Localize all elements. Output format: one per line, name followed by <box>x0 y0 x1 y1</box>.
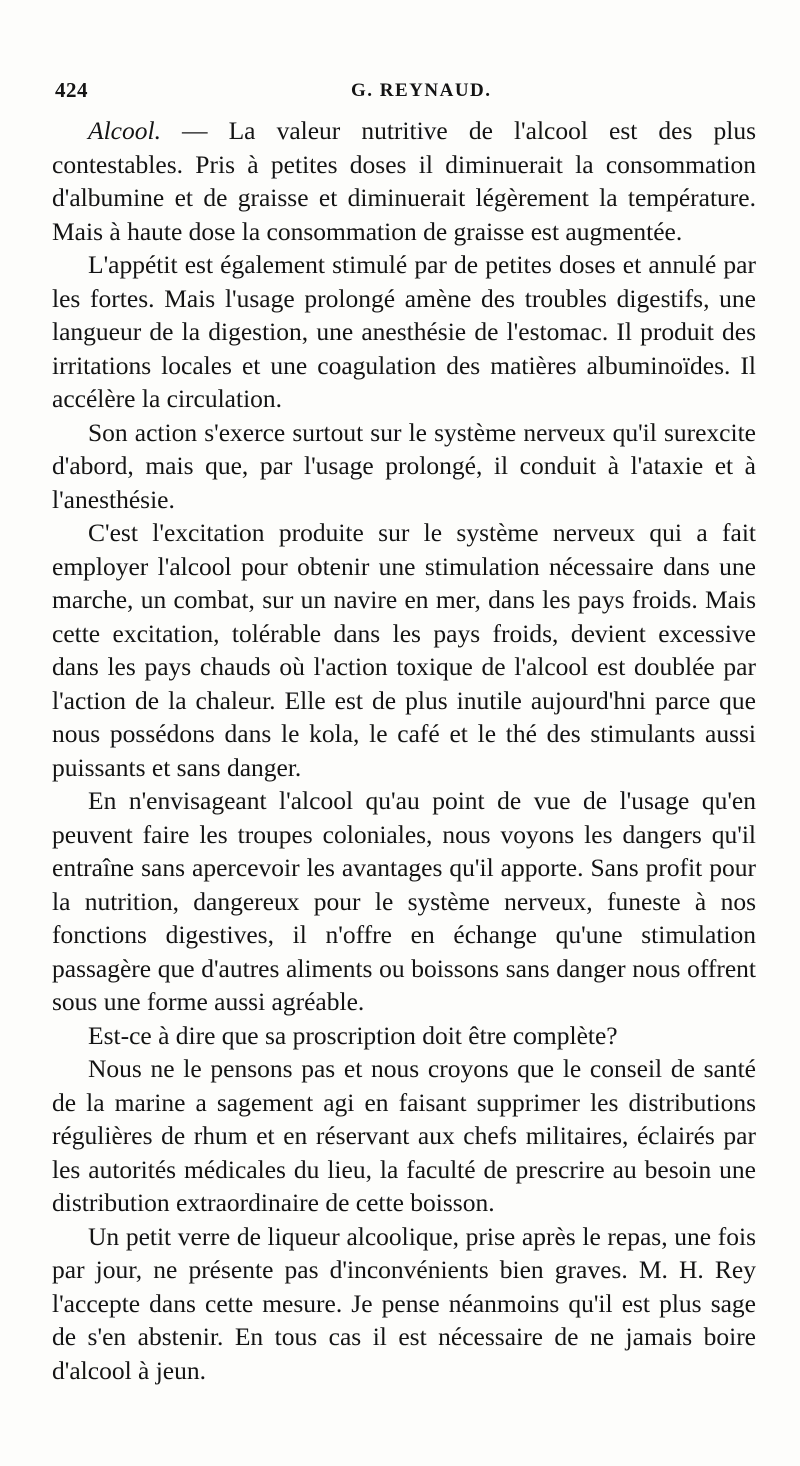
paragraph-petit-verre: Un petit verre de liqueur alcoolique, prise après le repas, une fois par jour, ne présente pas d'inconvénients bien graves. M. H. Rey l'accepte dans cette mesure. Je pense néanmoins qu'il est plus sage de s'en abstenir. En tous cas il est nécessaire de ne jamais boire d'alcool à jeun. <box>52 1221 756 1385</box>
paragraph-troupes-coloniales: En n'envisageant l'alcool qu'au point de vue de l'usage qu'en peuvent faire les troupes coloniales, nous voyons les dangers qu'il entraîne sans apercevoir les avantages qu'il apporte. Sans profit pour la nutrition, dangereux pour le système nerveux, funeste à nos fonctions digestives, il n'offre en échange qu'une stimulation passagère que d'autres aliments ou boissons sans danger nous offrent sous une forme aussi agréable. <box>52 786 756 1016</box>
paragraph-text: — La valeur nutritive de l'alcool est des plus contestables. Pris à petites doses il diminuerait la consommation d'albumine et de graisse et diminuerait légèrement la température. Mais à haute dose la consommation de graisse est augmentée. <box>52 116 756 246</box>
page-number: 424 <box>55 78 88 102</box>
body-text <box>52 114 756 1387</box>
paragraph-alcool <box>52 114 756 248</box>
page-header <box>55 78 755 108</box>
paragraph-proscription-question: Est-ce à dire que sa proscription doit être complète? <box>88 1020 618 1050</box>
section-lead-term: Alcool. <box>88 116 161 145</box>
paragraph-conseil-de-sante: Nous ne le pensons pas et nous croyons que le conseil de santé de la marine a sagement agi en faisant supprimer les distributions régulières de rhum et en réservant aux chefs militaires, éclairés par les autorités médicales du lieu, la faculté de prescrire au besoin une distribution extraordinaire de cette boisson. <box>52 1054 756 1217</box>
paragraph-appetit: L'appétit est également stimulé par de petites doses et annulé par les fortes. Mais l'usage prolongé amène des troubles digestifs, une langueur de la digestion, une anesthésie de l'estomac. Il produit des irritations locales et une coagulation des matières albuminoïdes. Il accélère la circulation. <box>52 250 756 413</box>
paragraph-excitation: C'est l'excitation produite sur le système nerveux qui a fait employer l'alcool pour obtenir une stimulation nécessaire dans une marche, un combat, sur un navire en mer, dans les pays froids. Mais cette excitation, tolérable dans les pays froids, devient excessive dans les pays chauds où l'action toxique de l'alcool est doublée par l'action de la chaleur. Elle est de plus inutile aujourd'hni parce que nous possédons dans le kola, le café et le thé des stimulants aussi puissants et sans danger. <box>52 518 756 782</box>
running-head: G. REYNAUD. <box>351 80 492 101</box>
paragraph-systeme-nerveux: Son action s'exerce surtout sur le système nerveux qu'il surexcite d'abord, mais que, par l'usage prolongé, il conduit à l'ataxie et à l'anesthésie. <box>52 417 756 514</box>
